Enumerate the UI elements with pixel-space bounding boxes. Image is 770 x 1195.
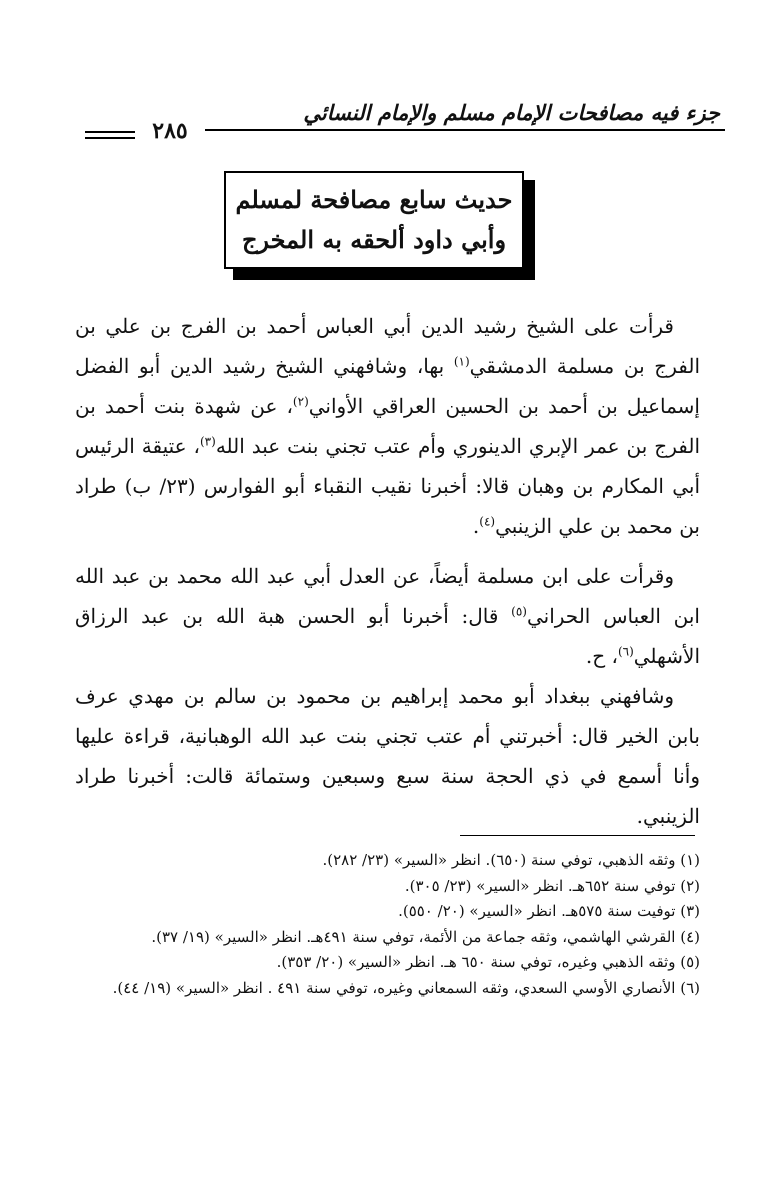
footnote-3: (٣) توفيت سنة ٥٧٥هـ. انظر «السير» (٢٠/ ٥٥٠).	[398, 902, 700, 920]
p1-text-e: .	[472, 514, 480, 538]
paragraph-2	[75, 556, 700, 676]
footnote-1: (١) وثقه الذهبي، توفي سنة (٦٥٠). انظر «السير» (٢٣/ ٢٨٢).	[322, 851, 700, 869]
header-double-rule-top	[85, 131, 135, 133]
header-rule	[205, 129, 725, 131]
p1-text-d: ، عتيقة الرئيس أبي المكارم بن وهبان قالا: أخبرنا نقيب النقباء أبو الفوارس (٢٣/ ب) طراد بن محمد بن علي الزينبي	[75, 434, 700, 538]
footnotes	[75, 848, 700, 1001]
footnote-ref-5: (٥)	[511, 604, 527, 619]
p2-text-c: ، ح.	[585, 644, 618, 668]
footnote-2: (٢) توفي سنة ٦٥٢هـ. انظر «السير» (٢٣/ ٣٠٥).	[404, 876, 700, 895]
page-number: ٢٨٥	[152, 118, 188, 144]
p1-text-c: ، عن شهدة بنت أحمد بن الفرج بن عمر الإبري الدينوري وأم عتب تجني بنت عبد الله	[75, 394, 700, 458]
footnote-ref-6: (٦)	[617, 644, 634, 659]
footnote-ref-3: (٣)	[199, 434, 216, 449]
p2-text-a: وقرأت على ابن مسلمة أيضاً، عن العدل أبي عبد الله محمد بن عبد الله ابن العباس الحراني	[75, 564, 700, 628]
p3-text-a: وشافهني ببغداد أبو محمد إبراهيم بن محمود بن سالم بن مهدي عرف بابن الخير قال: أخبرتني أم عتب تجني بنت عبد الله الوهبانية، قراءة عليها وأنا أسمع في ذي الحجة سنة سبع وسبعين وستمائة قالت: أخبرنا طراد الزينبي.	[75, 684, 700, 828]
paragraph-3	[75, 676, 700, 836]
p1-text-b: بها، وشافهني الشيخ رشيد الدين أبو الفضل إسماعيل بن أحمد بن الحسين العراقي الأواني	[75, 354, 700, 418]
header-double-rule-bottom	[85, 137, 135, 139]
running-header-title: جزء فيه مصافحات الإمام مسلم والإمام النسائي	[303, 100, 720, 125]
footnote-ref-2: (٢)	[292, 394, 309, 409]
footnote-separator	[460, 835, 695, 836]
p1-text-a: قرأت على الشيخ رشيد الدين أبي العباس أحمد بن الفرج بن علي بن الفرج بن مسلمة الدمشقي	[75, 314, 700, 378]
p2-text-b: قال: أخبرنا أبو الحسن هبة الله بن عبد الرزاق الأشهلي	[75, 604, 700, 668]
section-heading-box	[224, 171, 524, 269]
paragraph-1	[75, 306, 700, 546]
section-heading-line-2: وأبي داود ألحقه به المخرج	[241, 225, 507, 254]
footnote-5: (٥) وثقه الذهبي وغيره، توفي سنة ٦٥٠ هـ. انظر «السير» (٢٠/ ٣٥٣).	[276, 953, 700, 971]
footnote-4: (٤) القرشي الهاشمي، وثقه جماعة من الأئمة، توفي سنة ٤٩١هـ. انظر «السير» (١٩/ ٣٧).	[151, 927, 700, 946]
footnote-6: (٦) الأنصاري الأوسي السعدي، وثقه السمعاني وغيره، توفي سنة ٤٩١ . انظر «السير» (١٩/ ٤٤).	[112, 978, 700, 997]
footnote-ref-1: (١)	[453, 354, 470, 369]
footnote-ref-4: (٤)	[479, 514, 496, 529]
section-heading-line-1: حديث سابع مصافحة لمسلم	[235, 185, 513, 214]
